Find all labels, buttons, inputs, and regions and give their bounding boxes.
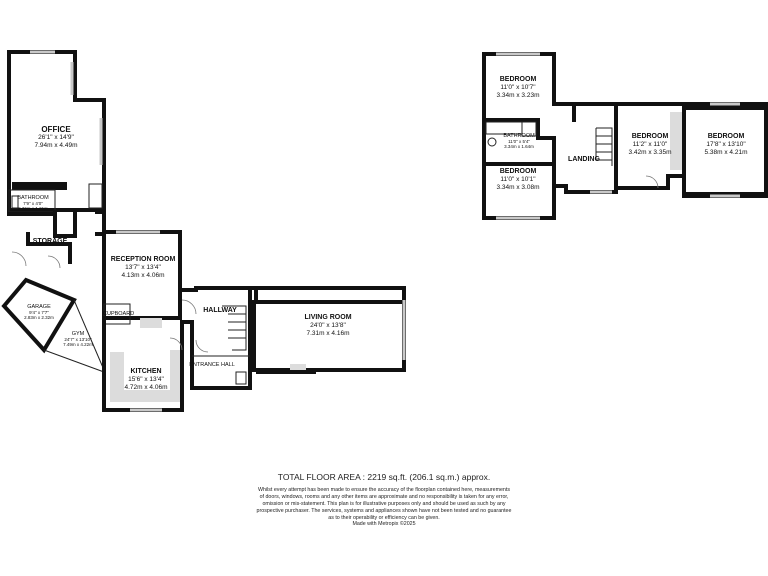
room-label-kitchen	[116, 368, 176, 391]
room-label-living	[290, 314, 366, 337]
room-metric: 7.94m x 4.49m	[34, 141, 78, 149]
room-name: ENTRANCE HALL	[189, 362, 235, 368]
room-label-garage	[14, 304, 64, 321]
room-label-entrance-hall	[188, 362, 236, 368]
room-imperial: 11'0" x 10'7"	[500, 84, 536, 92]
credit-text: Made with Metropix ©2025	[352, 521, 416, 528]
room-name: BATHROOM	[503, 133, 535, 139]
room-name: LIVING ROOM	[304, 314, 352, 321]
room-imperial: 24'0" x 13'8"	[310, 322, 346, 330]
room-name: HALLWAY	[203, 307, 237, 314]
room-label-reception	[108, 256, 178, 279]
room-label-bedroom-4	[692, 133, 760, 156]
room-metric: 7.31m x 4.16m	[306, 329, 350, 337]
room-label-landing	[562, 156, 606, 164]
room-metric: 5.38m x 4.21m	[704, 148, 748, 156]
living-hearth	[290, 364, 306, 370]
room-name: BEDROOM	[499, 76, 537, 83]
room-imperial: 13'7" x 13'4"	[125, 264, 161, 272]
room-name: GARAGE	[27, 304, 51, 310]
room-metric: 3.42m x 3.35m	[628, 148, 672, 156]
room-imperial: 11'2" x 11'0"	[632, 141, 668, 149]
room-name: CUPBOARD	[103, 311, 135, 317]
gym-wall	[44, 350, 104, 372]
storage-door	[48, 256, 60, 268]
landing-walls	[554, 104, 616, 192]
room-label-bathroom-ground	[10, 195, 56, 212]
room-name: BEDROOM	[631, 133, 669, 140]
room-label-cupboard	[103, 311, 133, 317]
room-label-bedroom-2	[488, 168, 548, 191]
room-metric: 3.34m x 1.64m	[504, 144, 534, 150]
room-imperial: 26'1" x 14'9"	[38, 134, 74, 142]
room-imperial: 9'4" x 7'7"	[29, 310, 49, 316]
room-label-hallway	[198, 307, 242, 315]
room-name: BATHROOM	[17, 195, 49, 201]
room-name: LANDING	[568, 156, 600, 163]
room-imperial: 11'0" x 10'1"	[500, 176, 536, 184]
room-label-bedroom-1	[488, 76, 548, 99]
office-cupboard	[89, 184, 102, 208]
hallway-door	[182, 300, 196, 314]
floorplan-footer	[234, 472, 534, 527]
room-label-gym	[54, 331, 102, 348]
storage-walls	[55, 212, 75, 236]
room-label-bathroom-first	[494, 133, 544, 150]
total-floor-area: TOTAL FLOOR AREA : 2219 sq.ft. (206.1 sq.m.) approx.	[277, 472, 491, 482]
entrance-hall-wc	[236, 372, 246, 384]
room-metric: 4.72m x 4.06m	[124, 383, 168, 391]
room-imperial: 11'0" x 5'4"	[508, 139, 530, 145]
reception-hearth	[140, 318, 162, 328]
office-counter	[12, 182, 67, 190]
hallway-door	[196, 340, 208, 352]
room-name: KITCHEN	[130, 368, 162, 375]
room-name: OFFICE	[41, 125, 71, 134]
room-label-office	[16, 125, 96, 149]
room-metric: 4.13m x 4.06m	[121, 271, 165, 279]
room-name: BEDROOM	[499, 168, 537, 175]
disclaimer-text: Whilst every attempt has been made to ensure the accuracy of the floorplan contained here, measurements of doors, windows, rooms and any other items are approximate and no responsibility is taken for any error, omission or mis-statement. This plan is for illustrative purposes only and should be used as such by any prospective purchaser. The services, systems and appliances shown have not been tested and no guarantee as to their operability or efficiency can be given.	[256, 487, 512, 521]
room-label-bedroom-3	[620, 133, 680, 156]
room-imperial: 17'8" x 13'10"	[706, 141, 746, 149]
room-name: RECEPTION ROOM	[110, 256, 176, 263]
room-imperial: 15'6" x 13'4"	[128, 376, 164, 384]
storage-door	[12, 252, 26, 266]
entrance-hall-walls	[192, 322, 250, 388]
room-imperial: 24'7" x 13'10"	[64, 337, 92, 343]
living-fireplace	[256, 368, 316, 374]
room-label-storage	[30, 238, 70, 246]
room-name: STORAGE	[32, 238, 68, 245]
room-name: GYM	[71, 331, 85, 337]
room-metric: 3.34m x 3.08m	[496, 183, 540, 191]
room-metric: 3.34m x 3.23m	[496, 91, 540, 99]
room-metric: 2.36m x 1.21m	[18, 206, 48, 212]
room-metric: 2.83m x 2.32m	[24, 315, 54, 321]
room-metric: 7.49m x 4.22m	[63, 342, 93, 348]
room-name: BEDROOM	[707, 133, 745, 140]
room-imperial: 7'9" x 4'0"	[23, 201, 43, 207]
